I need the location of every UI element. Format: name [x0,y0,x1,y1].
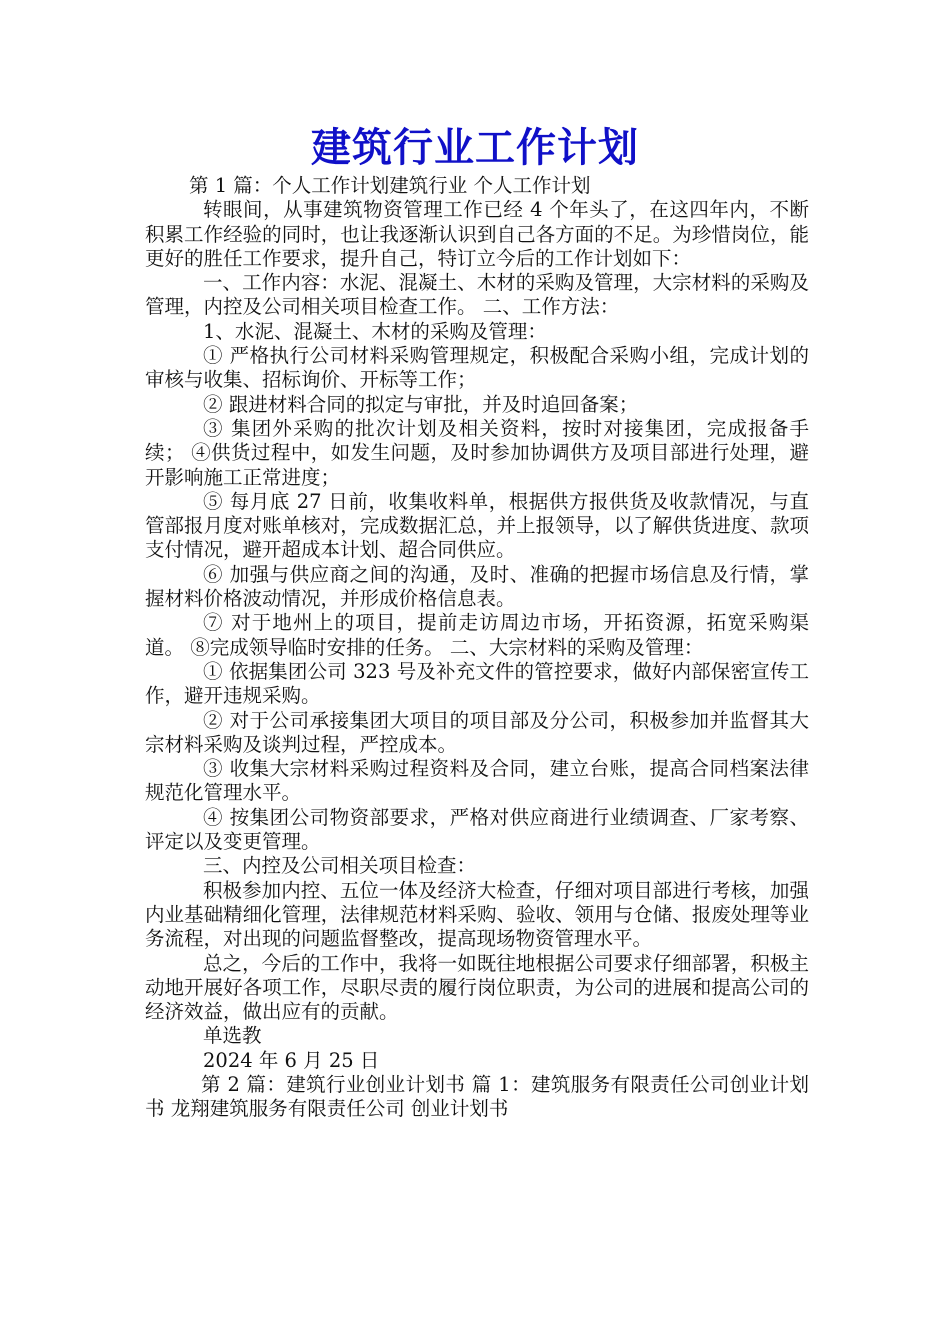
subheading-procurement: 1、水泥、混凝土、木材的采购及管理： [203,319,547,343]
conclusion-paragraph: 总之，今后的工作中，我将一如既往地根据公司要求仔细部署，积极主动地开展好各项工作，尽职尽责的履行岗位职责，为公司的进展和提高公司的经济效益，做出应有的贡献。 [145,951,809,1024]
internal-control-paragraph: 积极参加内控、五位一体及经济大检查，仔细对项目部进行考核，加强内业基础精细化管理，法律规范材料采购、验收、领用与仓储、报废处理等业务流程，对出现的问题监督整改，提高现场物资管理水平。 [145,878,809,951]
bulk-item-1: ① 依据集团公司 323 号及补充文件的管控要求，做好内部保密宣传工作，避开违规采购。 [145,659,809,708]
list-item-5: ⑤ 每月底 27 日前，收集收料单，根据供方报供货及收款情况，与直管部报月度对账单核对，完成数据汇总，并上报领导，以了解供货进度、款项支付情况，避开超成本计划、超合同供应。 [145,489,809,562]
section-heading-part1: 第 1 篇：个人工作计划建筑行业 个人工作计划 [189,174,591,197]
date-line: 2024 年 6 月 25 日 [203,1048,380,1072]
list-item-1: ① 严格执行公司材料采购管理规定，积极配合采购小组，完成计划的审核与收集、招标询价、开标等工作； [145,344,809,392]
subheading-internal-control: 三、内控及公司相关项目检查： [203,854,477,878]
list-item-6: ⑥ 加强与供应商之间的沟通，及时、准确的把握市场信息及行情，掌握材料价格波动情况，并形成价格信息表。 [145,562,809,611]
bulk-item-4: ④ 按集团公司物资部要求，严格对供应商进行业绩调查、厂家考察、评定以及变更管理。 [145,805,809,854]
document-body [145,174,809,1122]
list-item-7-8: ⑦ 对于地州上的项目，提前走访周边市场，开拓资源，拓宽采购渠道。 ⑧完成领导临时安排的任务。 二、大宗材料的采购及管理： [145,611,809,659]
section-heading-part2: 第 2 篇：建筑行业创业计划书 篇 1：建筑服务有限责任公司创业计划书 龙翔建筑服务有限责任公司 创业计划书 [145,1072,809,1121]
list-item-2: ② 跟进材料合同的拟定与审批，并及时追回备案； [203,392,639,416]
intro-paragraph: 转眼间，从事建筑物资管理工作已经 4 个年头了，在这四年内，不断积累工作经验的同时，也让我逐渐认识到自己各方面的不足。为珍惜岗位，能更好的胜任工作要求，提升自己，特订立今后的工作计划如下： [145,198,809,270]
work-content-paragraph: 一、工作内容：水泥、混凝土、木材的采购及管理，大宗材料的采购及管理，内控及公司相关项目检查工作。 二、工作方法： [145,271,809,319]
list-item-3-4: ③ 集团外采购的批次计划及相关资料，按时对接集团，完成报备手续； ④供货过程中，如发生问题，及时参加协调供方及项目部进行处理，避开影响施工正常进度； [145,416,809,489]
bulk-item-2: ② 对于公司承接集团大项目的项目部及分公司，积极参加并监督其大宗材料采购及谈判过程，严控成本。 [145,708,809,756]
signature-line: 单选教 [203,1024,262,1048]
document-title: 建筑行业工作计划 [311,124,639,171]
bulk-item-3: ③ 收集大宗材料采购过程资料及合同，建立台账，提高合同档案法律规范化管理水平。 [145,757,809,805]
